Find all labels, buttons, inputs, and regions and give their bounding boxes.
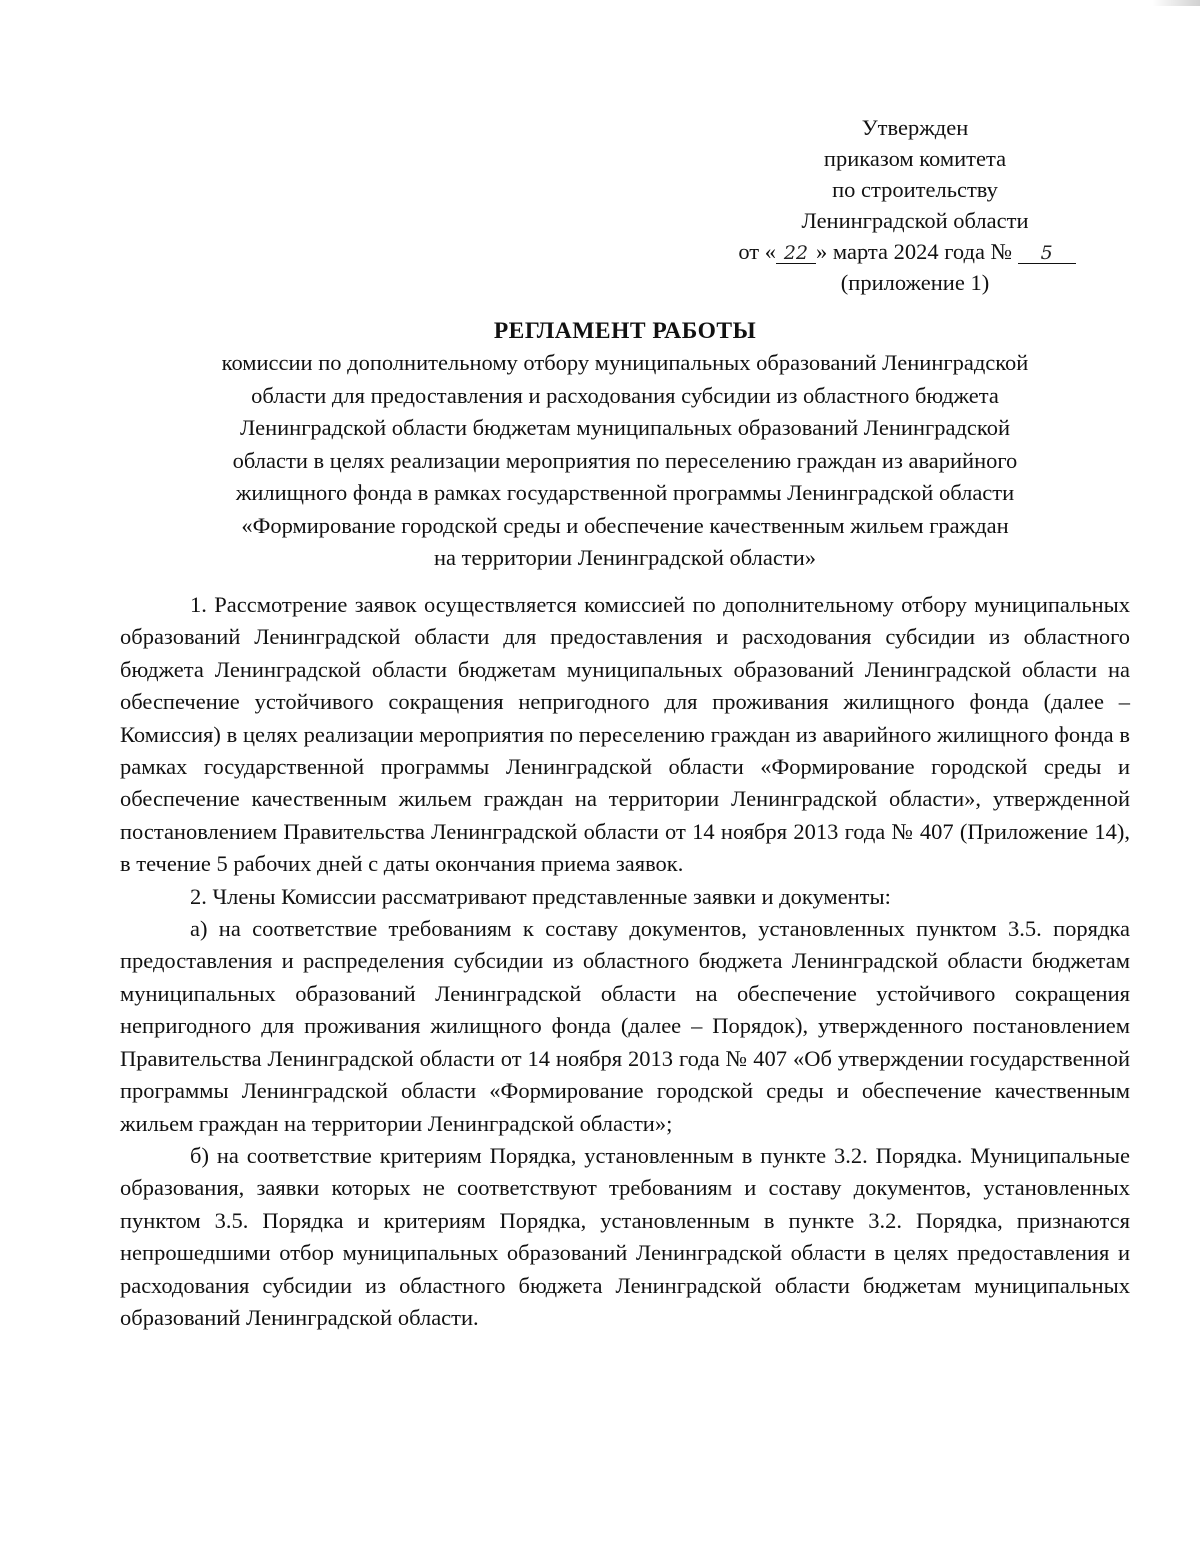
subtitle-line: жилищного фонда в рамках государственной программы Ленинградской области xyxy=(235,480,1015,505)
document-body xyxy=(120,589,1130,1334)
document-subtitle xyxy=(120,347,1130,575)
approval-line: (приложение 1) xyxy=(840,270,990,295)
handwritten-day: 22 xyxy=(776,243,816,264)
document-title: РЕГЛАМЕНТ РАБОТЫ xyxy=(493,318,757,344)
subtitle-line: на территории Ленинградской области» xyxy=(433,545,817,570)
subtitle-line: области в целях реализации мероприятия по переселению граждан из аварийного xyxy=(232,447,1018,473)
paragraph-2a: а) на соответствие требованиям к составу документов, установленных пунктом 3.5. порядка предоставления и распределения субсидии из областного бюджета Ленинградской области бюджетам муниципальных образований Ленинградской области на обеспечение устойчивого сокращения непригодного для проживания жилищного фонда (далее – Порядок), утвержденного постановлением Правительства Ленинградской области от 14 ноября 2013 года № 407 «Об утверждении государственной программы Ленинградской области «Формирование городской среды и обеспечение качественным жильем граждан на территории Ленинградской области»; xyxy=(120,916,1130,1136)
subtitle-line: Ленинградской области бюджетам муниципальных образований Ленинградской xyxy=(239,415,1010,440)
date-prefix: от « xyxy=(738,239,776,264)
approval-stamp-block xyxy=(690,112,1140,298)
approval-line: Ленинградской области xyxy=(801,208,1029,233)
subtitle-line: комиссии по дополнительному отбору муниципальных образований Ленинградской xyxy=(221,350,1029,375)
approval-line: по строительству xyxy=(832,177,998,202)
paragraph-1: 1. Рассмотрение заявок осуществляется комиссией по дополнительному отбору муниципальных образований Ленинградской области для предоставления и расходования субсидии из областного бюджета Ленинградской области бюджетам муниципальных образований Ленинградской области на обеспечение устойчивого сокращения непригодного для проживания жилищного фонда (далее – Комиссия) в целях реализации мероприятия по переселению граждан из аварийного жилищного фонда в рамках государственной программы Ленинградской области «Формирование городской среды и обеспечение качественным жильем граждан на территории Ленинградской области», утвержденной постановлением Правительства Ленинградской области от 14 ноября 2013 года № 407 (Приложение 14), в течение 5 рабочих дней с даты окончания приема заявок. xyxy=(120,592,1130,877)
scan-artifact xyxy=(1152,0,1200,6)
subtitle-line: области для предоставления и расходования субсидии из областного бюджета xyxy=(251,382,999,408)
approval-line: приказом комитета xyxy=(823,146,1007,171)
approval-line: Утвержден xyxy=(861,115,969,140)
handwritten-order-number: 5 xyxy=(1018,243,1076,264)
paragraph-2b: б) на соответствие критериям Порядка, установленным в пункте 3.2. Порядка. Муниципальные образования, заявки которых не соответствуют требованиям и составу документов, установленных пунктом 3.5. Порядка и критериям Порядка, установленным в пункте 3.2. Порядка, признаются непрошедшими отбор муниципальных образований Ленинградской области в целях предоставления и расходования субсидии из областного бюджета Ленинградской области бюджетам муниципальных образований Ленинградской области. xyxy=(120,1142,1130,1330)
paragraph-2: 2. Члены Комиссии рассматривают представленные заявки и документы: xyxy=(190,883,891,909)
date-middle: » марта 2024 года № xyxy=(816,239,1013,264)
subtitle-line: «Формирование городской среды и обеспечение качественным жильем граждан xyxy=(241,512,1009,538)
approval-date-line xyxy=(682,236,1132,267)
